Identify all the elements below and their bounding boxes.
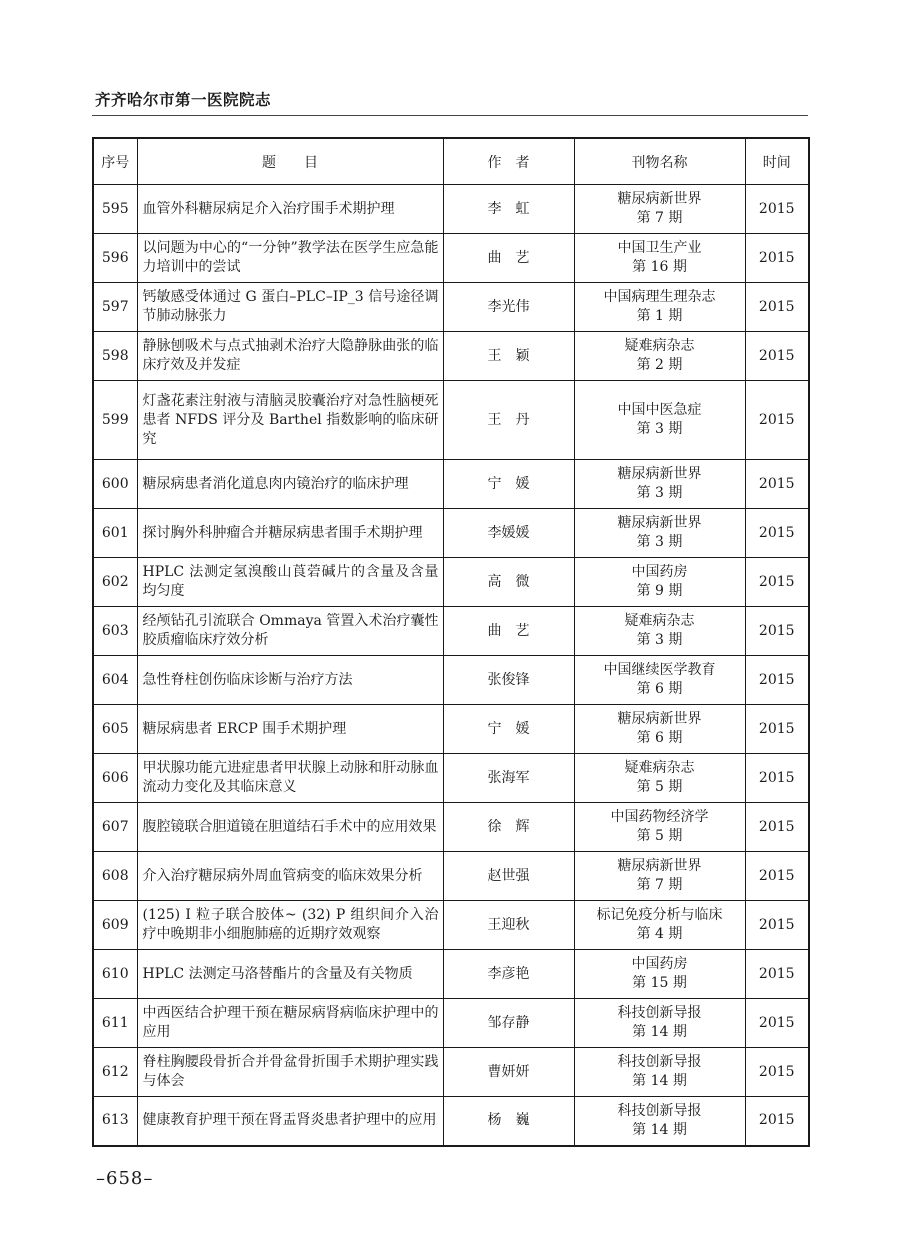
journal-issue: 第 9 期 — [636, 583, 683, 599]
row-journal — [574, 332, 745, 381]
journal-issue: 第 14 期 — [632, 1121, 687, 1138]
row-author: 张俊锋 — [443, 656, 574, 705]
column-header-number: 序号 — [93, 138, 137, 185]
journal-issue: 第 3 期 — [636, 421, 683, 437]
table-row — [93, 381, 809, 460]
row-year: 2015 — [745, 901, 809, 950]
row-number: 606 — [93, 754, 137, 803]
row-number: 603 — [93, 607, 137, 656]
column-header-title: 题 目 — [137, 138, 443, 185]
header-rule — [92, 115, 808, 116]
column-header-author: 作 者 — [443, 138, 574, 185]
journal-issue: 第 4 期 — [636, 926, 683, 942]
row-title: 脊柱胸腰段骨折合并骨盆骨折围手术期护理实践与体会 — [137, 1048, 443, 1097]
row-title: 经颅钻孔引流联合 Ommaya 管置入术治疗囊性胶质瘤临床疗效分析 — [137, 607, 443, 656]
journal-name: 糖尿病新世界 — [617, 466, 702, 482]
row-title: 糖尿病患者消化道息肉内镜治疗的临床护理 — [137, 460, 443, 509]
journal-issue: 第 1 期 — [636, 308, 683, 324]
journal-name: 糖尿病新世界 — [617, 515, 702, 531]
row-number: 596 — [93, 234, 137, 283]
row-journal — [574, 234, 745, 283]
row-journal — [574, 1048, 745, 1097]
row-number: 607 — [93, 803, 137, 852]
table-row — [93, 283, 809, 332]
journal-name: 标记免疫分析与临床 — [596, 907, 723, 923]
row-author: 邹存静 — [443, 999, 574, 1048]
journal-name: 中国中医急症 — [617, 402, 702, 418]
row-author: 李媛媛 — [443, 509, 574, 558]
journal-name: 中国卫生产业 — [617, 240, 702, 256]
row-author: 李光伟 — [443, 283, 574, 332]
row-year: 2015 — [745, 705, 809, 754]
row-year: 2015 — [745, 1048, 809, 1097]
journal-issue: 第 16 期 — [632, 259, 687, 275]
row-number: 597 — [93, 283, 137, 332]
journal-issue: 第 14 期 — [632, 1073, 687, 1089]
publication-table — [92, 137, 810, 1147]
row-journal — [574, 558, 745, 607]
row-year: 2015 — [745, 460, 809, 509]
journal-issue: 第 7 期 — [636, 210, 683, 226]
row-author: 曲 艺 — [443, 607, 574, 656]
journal-name: 糖尿病新世界 — [617, 711, 702, 727]
journal-name: 疑难病杂志 — [624, 338, 695, 354]
row-number: 595 — [93, 185, 137, 234]
row-number: 609 — [93, 901, 137, 950]
journal-issue: 第 3 期 — [636, 632, 683, 648]
row-journal — [574, 705, 745, 754]
journal-name: 糖尿病新世界 — [617, 191, 702, 207]
row-journal — [574, 1097, 745, 1146]
column-header-year: 时间 — [745, 138, 809, 185]
row-title: (125) I 粒子联合胶体~ (32) P 组织间介入治疗中晚期非小细胞肺癌的近期疗效观察 — [137, 901, 443, 950]
row-number: 600 — [93, 460, 137, 509]
row-title: 中西医结合护理干预在糖尿病肾病临床护理中的应用 — [137, 999, 443, 1048]
row-title: 急性脊柱创伤临床诊断与治疗方法 — [137, 656, 443, 705]
journal-issue: 第 14 期 — [632, 1024, 687, 1040]
row-journal — [574, 999, 745, 1048]
journal-name: 科技创新导报 — [617, 1005, 702, 1021]
row-number: 613 — [93, 1097, 137, 1146]
row-title: 以问题为中心的“一分钟”教学法在医学生应急能力培训中的尝试 — [137, 234, 443, 283]
table-row — [93, 509, 809, 558]
journal-name: 科技创新导报 — [617, 1054, 702, 1070]
journal-issue: 第 7 期 — [636, 877, 683, 893]
row-title: HPLC 法测定氢溴酸山莨菪碱片的含量及含量均匀度 — [137, 558, 443, 607]
row-year: 2015 — [745, 185, 809, 234]
row-number: 601 — [93, 509, 137, 558]
running-header-title: 齐齐哈尔市第一医院院志 — [95, 91, 272, 109]
row-journal — [574, 381, 745, 460]
row-author: 王迎秋 — [443, 901, 574, 950]
journal-issue: 第 6 期 — [636, 681, 683, 697]
row-title: 糖尿病患者 ERCP 围手术期护理 — [137, 705, 443, 754]
row-author: 赵世强 — [443, 852, 574, 901]
table-row — [93, 803, 809, 852]
row-number: 605 — [93, 705, 137, 754]
row-year: 2015 — [745, 999, 809, 1048]
row-journal — [574, 852, 745, 901]
row-title: 甲状腺功能亢进症患者甲状腺上动脉和肝动脉血流动力变化及其临床意义 — [137, 754, 443, 803]
row-number: 612 — [93, 1048, 137, 1097]
row-number: 604 — [93, 656, 137, 705]
journal-name: 中国药房 — [631, 956, 688, 972]
row-title: 探讨胸外科肿瘤合并糖尿病患者围手术期护理 — [137, 509, 443, 558]
journal-name: 糖尿病新世界 — [617, 858, 702, 874]
row-number: 598 — [93, 332, 137, 381]
row-author: 张海军 — [443, 754, 574, 803]
row-number: 608 — [93, 852, 137, 901]
row-number: 599 — [93, 381, 137, 460]
table-row — [93, 999, 809, 1048]
row-author: 王 丹 — [443, 381, 574, 460]
row-year: 2015 — [745, 1097, 809, 1146]
row-title: HPLC 法测定马洛替酯片的含量及有关物质 — [137, 950, 443, 999]
table-row — [93, 234, 809, 283]
row-year: 2015 — [745, 381, 809, 460]
table-row — [93, 705, 809, 754]
row-year: 2015 — [745, 283, 809, 332]
row-author: 李 虹 — [443, 185, 574, 234]
column-header-journal: 刊物名称 — [574, 138, 745, 185]
row-journal — [574, 950, 745, 999]
row-number: 611 — [93, 999, 137, 1048]
journal-issue: 第 3 期 — [636, 485, 683, 501]
table-row — [93, 754, 809, 803]
table-row — [93, 558, 809, 607]
row-journal — [574, 509, 745, 558]
row-title: 静脉刨吸术与点式抽剥术治疗大隐静脉曲张的临床疗效及并发症 — [137, 332, 443, 381]
row-author: 曲 艺 — [443, 234, 574, 283]
table-row — [93, 656, 809, 705]
table-row — [93, 607, 809, 656]
table-header-row — [93, 138, 809, 185]
table-row — [93, 852, 809, 901]
journal-name: 疑难病杂志 — [624, 613, 695, 629]
row-year: 2015 — [745, 509, 809, 558]
journal-issue: 第 3 期 — [636, 534, 683, 550]
table-row — [93, 185, 809, 234]
row-journal — [574, 901, 745, 950]
row-year: 2015 — [745, 332, 809, 381]
row-year: 2015 — [745, 656, 809, 705]
journal-issue: 第 5 期 — [636, 828, 683, 844]
journal-name: 中国病理生理杂志 — [603, 289, 716, 305]
row-journal — [574, 283, 745, 332]
row-author: 杨 巍 — [443, 1097, 574, 1146]
row-year: 2015 — [745, 234, 809, 283]
row-number: 602 — [93, 558, 137, 607]
journal-issue: 第 15 期 — [632, 975, 687, 991]
row-journal — [574, 185, 745, 234]
row-title: 介入治疗糖尿病外周血管病变的临床效果分析 — [137, 852, 443, 901]
row-year: 2015 — [745, 803, 809, 852]
journal-name: 中国继续医学教育 — [603, 662, 716, 678]
row-year: 2015 — [745, 558, 809, 607]
row-title: 灯盏花素注射液与清脑灵胶囊治疗对急性脑梗死患者 NFDS 评分及 Barthel 指数影响的临床研究 — [137, 381, 443, 460]
table-row — [93, 1048, 809, 1097]
journal-name: 中国药房 — [631, 564, 688, 580]
row-year: 2015 — [745, 607, 809, 656]
row-title: 血管外科糖尿病足介入治疗围手术期护理 — [137, 185, 443, 234]
row-author: 高 微 — [443, 558, 574, 607]
row-author: 徐 辉 — [443, 803, 574, 852]
journal-name: 疑难病杂志 — [624, 760, 695, 776]
row-author: 宁 媛 — [443, 705, 574, 754]
table-row — [93, 901, 809, 950]
page-number: –658– — [96, 1168, 154, 1189]
row-number: 610 — [93, 950, 137, 999]
row-author: 宁 媛 — [443, 460, 574, 509]
row-journal — [574, 607, 745, 656]
row-author: 王 颖 — [443, 332, 574, 381]
table-row — [93, 332, 809, 381]
row-journal — [574, 656, 745, 705]
row-author: 李彦艳 — [443, 950, 574, 999]
table-row — [93, 1097, 809, 1146]
journal-name: 科技创新导报 — [617, 1102, 702, 1119]
row-author: 曹妍妍 — [443, 1048, 574, 1097]
row-year: 2015 — [745, 950, 809, 999]
row-title: 腹腔镜联合胆道镜在胆道结石手术中的应用效果 — [137, 803, 443, 852]
journal-issue: 第 2 期 — [636, 357, 683, 373]
row-journal — [574, 754, 745, 803]
row-title: 钙敏感受体通过 G 蛋白–PLC–IP_3 信号途径调节肺动脉张力 — [137, 283, 443, 332]
table-row — [93, 950, 809, 999]
row-year: 2015 — [745, 852, 809, 901]
journal-issue: 第 6 期 — [636, 730, 683, 746]
journal-name: 中国药物经济学 — [610, 809, 709, 825]
journal-issue: 第 5 期 — [636, 779, 683, 795]
row-title: 健康教育护理干预在肾盂肾炎患者护理中的应用 — [137, 1097, 443, 1146]
row-year: 2015 — [745, 754, 809, 803]
table-row — [93, 460, 809, 509]
row-journal — [574, 460, 745, 509]
row-journal — [574, 803, 745, 852]
